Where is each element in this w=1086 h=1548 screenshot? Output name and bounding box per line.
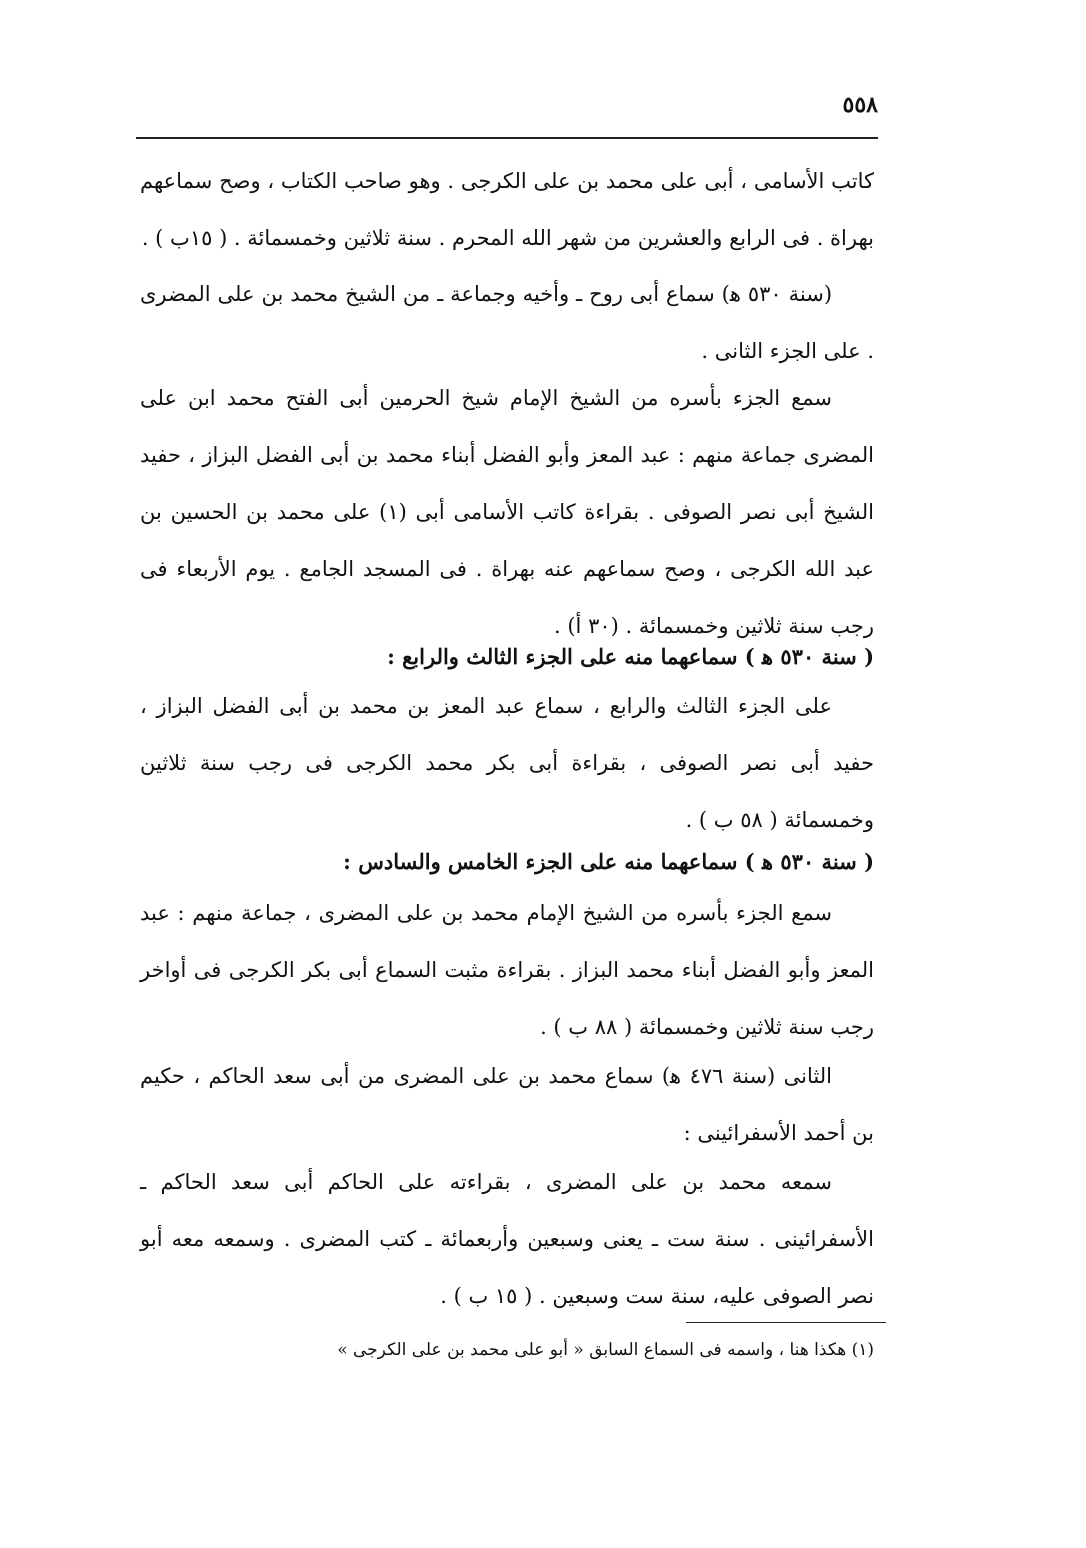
paragraph-4: على الجزء الثالث والرابع ، سماع عبد المعز بن محمد بن أبى الفضل البزاز ، حفيد أبى نصر الصوفى ، بقراءة أبى بكر محمد الكرجى فى رجب سنة ثلاثين وخمسمائة ( ٥٨ ب ) .: [140, 694, 874, 832]
footnote: (١) هكذا هنا ، واسمه فى السماع السابق « أبو على محمد بن على الكرجى »: [337, 1340, 874, 1360]
paragraph-6: الثانى (سنة ٤٧٦ ﻫ) سماع محمد بن على المضرى من أبى سعد الحاكم ، حكيم بن أحمد الأسفرائينى :: [140, 1064, 874, 1145]
paragraph-3: سمع الجزء بأسره من الشيخ الإمام شيخ الحرمين أبى الفتح محمد ابن على المضرى جماعة منهم : عبد المعز وأبو الفضل أبناء محمد بن أبى الفضل البزاز ، حفيد الشيخ أبى نصر الصوفى . بقراءة كاتب الأسامى أبى (١) على محمد بن الحسين بن عبد الله الكرجى ، وصح سماعهم عنه بهراة . فى المسجد الجامع . يوم الأربعاء فى رجب سنة ثلاثين وخمسمائة . (٣٠ أ) .: [140, 386, 874, 638]
page-number: ٥٥٨: [842, 92, 878, 118]
paragraph-7: سمعه محمد بن على المضرى ، بقراءته على الحاكم أبى سعد الحاكم ـ الأسفرائينى . سنة ست ـ يعنى وسبعين وأربعمائة ـ كتب المضرى . وسمعه معه أبو نصر الصوفى عليه، سنة ست وسبعين . ( ١٥ ب ) .: [140, 1170, 874, 1308]
footnote-rule: [686, 1322, 886, 1323]
section-heading-2: ( سنة ٥٣٠ ﻫ ) سماعهما منه على الجزء الخامس والسادس :: [343, 849, 874, 874]
section-heading-1: ( سنة ٥٣٠ ﻫ ) سماعهما منه على الجزء الثالث والرابع :: [387, 644, 874, 669]
header-rule: [136, 137, 878, 139]
paragraph-5: سمع الجزء بأسره من الشيخ الإمام محمد بن على المضرى ، جماعة منهم : عبد المعز وأبو الفضل أبناء محمد البزاز . بقراءة مثبت السماع أبى بكر الكرجى فى أواخر رجب سنة ثلاثين وخمسمائة ( ٨٨ ب ) .: [140, 901, 874, 1039]
paragraph-2: (سنة ٥٣٠ ﻫ) سماع أبى روح ـ وأخيه وجماعة ـ من الشيخ محمد بن على المضرى . على الجزء الثانى .: [140, 282, 874, 363]
paragraph-1: كاتب الأسامى ، أبى على محمد بن على الكرجى . وهو صاحب الكتاب ، وصح سماعهم بهراة . فى الرابع والعشرين من شهر الله المحرم . سنة ثلاثين وخمسمائة . ( ١٥ب ) .: [140, 169, 874, 250]
